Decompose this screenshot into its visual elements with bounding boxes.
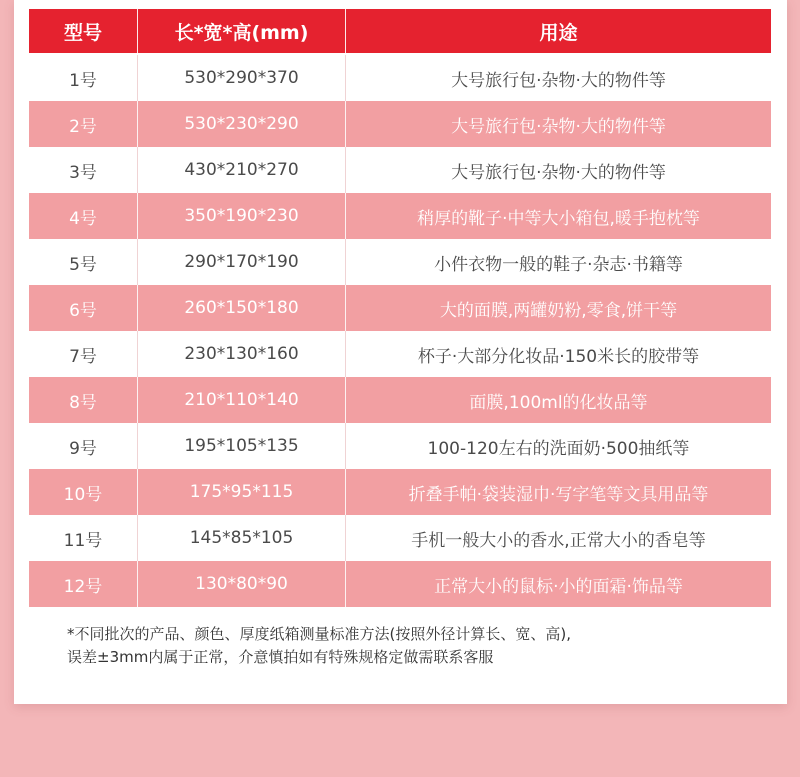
table-header-row: [29, 9, 771, 53]
size-cell: 430*210*270: [137, 147, 345, 193]
size-cell: 290*170*190: [137, 239, 345, 285]
usage-cell: 折叠手帕·袋装湿巾·写字笔等文具用品等: [345, 469, 771, 515]
size-cell: 175*95*115: [137, 469, 345, 515]
usage-cell: 大的面膜,两罐奶粉,零食,饼干等: [345, 285, 771, 331]
table-row: [29, 147, 771, 193]
table-row: [29, 331, 771, 377]
footnote-line-2: 误差±3mm内属于正常，介意慎拍如有特殊规格定做需联系客服: [67, 648, 494, 666]
model-cell: 1号: [69, 70, 97, 91]
usage-cell: 小件衣物一般的鞋子·杂志·书籍等: [345, 239, 771, 285]
size-chart-card: [14, 0, 787, 704]
footnote: [67, 623, 767, 669]
usage-cell: 大号旅行包·杂物·大的物件等: [345, 55, 771, 101]
footnote-line-1: *不同批次的产品、颜色、厚度纸箱测量标准方法(按照外径计算长、宽、高),: [67, 625, 571, 643]
model-cell: 2号: [69, 116, 97, 137]
table-row: [29, 193, 771, 239]
header-usage: 用途: [345, 9, 771, 53]
size-cell: 130*80*90: [137, 561, 345, 607]
size-cell: 530*290*370: [137, 55, 345, 101]
table-row: [29, 377, 771, 423]
table-row: [29, 423, 771, 469]
usage-cell: 面膜,100ml的化妆品等: [345, 377, 771, 423]
header-model: 型号: [63, 21, 102, 44]
usage-cell: 大号旅行包·杂物·大的物件等: [345, 147, 771, 193]
model-cell: 8号: [69, 392, 97, 413]
usage-cell: 手机一般大小的香水,正常大小的香皂等: [345, 515, 771, 561]
model-cell: 4号: [69, 208, 97, 229]
usage-cell: 杯子·大部分化妆品·150米长的胶带等: [345, 331, 771, 377]
model-cell: 3号: [69, 162, 97, 183]
table-row: [29, 55, 771, 101]
size-cell: 195*105*135: [137, 423, 345, 469]
model-cell: 10号: [63, 484, 103, 505]
size-cell: 145*85*105: [137, 515, 345, 561]
size-table: [29, 9, 771, 607]
model-cell: 9号: [69, 438, 97, 459]
size-cell: 230*130*160: [137, 331, 345, 377]
model-cell: 6号: [69, 300, 97, 321]
usage-cell: 正常大小的鼠标·小的面霜·饰品等: [345, 561, 771, 607]
size-cell: 210*110*140: [137, 377, 345, 423]
usage-cell: 大号旅行包·杂物·大的物件等: [345, 101, 771, 147]
table-row: [29, 515, 771, 561]
table-row: [29, 101, 771, 147]
model-cell: 11号: [63, 530, 103, 551]
table-body: [29, 55, 771, 607]
size-cell: 530*230*290: [137, 101, 345, 147]
table-row: [29, 561, 771, 607]
table-row: [29, 239, 771, 285]
size-cell: 260*150*180: [137, 285, 345, 331]
table-row: [29, 285, 771, 331]
header-size: 长*宽*高(mm): [137, 9, 345, 53]
usage-cell: 100-120左右的洗面奶·500抽纸等: [345, 423, 771, 469]
model-cell: 12号: [63, 576, 103, 597]
usage-cell: 稍厚的靴子·中等大小箱包,暖手抱枕等: [345, 193, 771, 239]
model-cell: 7号: [69, 346, 97, 367]
size-cell: 350*190*230: [137, 193, 345, 239]
table-row: [29, 469, 771, 515]
model-cell: 5号: [69, 254, 97, 275]
